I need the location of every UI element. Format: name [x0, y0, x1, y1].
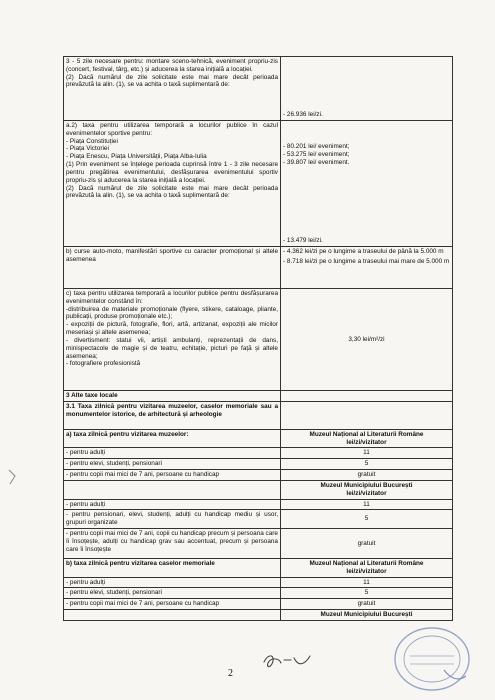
table-cell-left: [64, 57, 281, 121]
cell-text: - pentru copii mai mici de 7 ani, copii cu handicap precum și persoana care îi însoțește, adulți cu handicap grav sau accentuat, precum și persoana care îi însoțește: [66, 529, 278, 553]
cell-value: gratuit: [357, 539, 376, 547]
table-cell-left: [64, 121, 281, 247]
table-row: [64, 599, 453, 610]
cell-value: 11: [363, 500, 370, 508]
table-cell-right: [281, 470, 453, 481]
cell-text: 3 - 5 zile necesare pentru: montare sceno-tehnică, eveniment propriu-zis (concert, festival, târg, etc.) și aducerea la starea inițială a locației.: [66, 58, 278, 73]
cell-value: - 39.807 lei/ eveniment.: [283, 158, 350, 166]
table-cell-right: [281, 588, 453, 599]
cell-value: - 53.275 lei/ eveniment;: [283, 150, 350, 158]
cell-text: - pentru adulți: [66, 578, 106, 586]
table-row: [64, 429, 453, 448]
cell-text: (2) Dacă numărul de zile solicitate este mai mare decât perioada prevăzută la alin. (1), se va achita o taxă suplimentară de:: [66, 184, 278, 200]
cell-text: - pentru copii mai mici de 7 ani, persoane cu handicap: [66, 600, 220, 608]
cell-value: 5: [364, 460, 369, 468]
table-cell-left: [64, 588, 281, 599]
table-cell-right: [281, 577, 453, 588]
table-cell-left: [64, 391, 281, 402]
table-row: [64, 499, 453, 510]
cell-value: 3,30 lei/m²/zi: [348, 335, 385, 343]
table-row: [64, 588, 453, 599]
cell-text: (1) Prin eveniment se înțelege perioada cuprinsă între 1 - 3 zile necesare pentru pregătirea evenimentului, desfășurarea evenimentului sportiv propriu-zis și aducerea la starea inițială a locației.: [66, 161, 278, 184]
page-number: 2: [228, 668, 233, 679]
table-cell-right: [281, 401, 453, 429]
margin-mark: [7, 468, 17, 486]
table-cell-left: [64, 401, 281, 429]
table-cell-left: [64, 289, 281, 391]
cell-text: b) taxa zilnică pentru vizitarea caselor memoriale: [66, 559, 215, 567]
table-cell-right: [281, 558, 453, 577]
museum-name: Muzeul Național al Literaturii Române: [309, 559, 424, 567]
table-cell-right: [281, 510, 453, 529]
table-cell-left: [64, 470, 281, 481]
unit-label: lei/zi/vizitator: [346, 489, 387, 497]
table-row: [64, 480, 453, 499]
cell-value: - 8.718 lei/zi pe o lungime a traseului mai mare de 5.000 m: [283, 257, 450, 265]
museum-name: Muzeul Național al Literaturii Române: [309, 430, 424, 438]
cell-text: b) curse auto-moto, manifestări sportive cu caracter promoțional și altele asemenea: [66, 248, 278, 263]
table-cell-right: [281, 499, 453, 510]
cell-text: - pentru elevi, studenți, pensionari: [66, 589, 162, 597]
table-row: [64, 470, 453, 481]
cell-value: 11: [363, 578, 370, 586]
table-row: [64, 448, 453, 459]
cell-text: c) taxa pentru utilizarea temporară a locurilor publice pentru desfășurarea evenimentelor constând în:: [66, 290, 278, 305]
cell-text: - expoziții de pictură, fotografie, flori, artă, artizanat, expoziții ale micilor meseriași și altele asemenea;: [66, 321, 278, 337]
table-row: [64, 57, 453, 121]
official-stamp: [392, 626, 472, 692]
cell-text: - pentru copii mai mici de 7 ani, persoane cu handicap: [66, 471, 220, 479]
table-cell-left: [64, 480, 281, 499]
cell-value: - 4.362 lei/zi pe o lungime a traseului de până la 5.000 m: [283, 248, 444, 255]
table-cell-left: [64, 499, 281, 510]
table-row: [64, 610, 453, 621]
cell-value: - 80.201 lei/ eveniment;: [283, 143, 350, 150]
cell-text: (2) Dacă numărul de zile solicitate este mai mare decât perioada prevăzută la alin. (1), se va achita o taxă suplimentară de:: [66, 73, 278, 89]
table-cell-right: [281, 121, 453, 247]
table-cell-right: [281, 429, 453, 448]
cell-text: - divertisment: statui vii, artiști ambulanți, reprezentații de dans, minispectacole de magie și de teatru, echitație, picturi pe față și altele asemenea;: [66, 336, 278, 360]
cell-value: - 13.479 lei/zi.: [283, 237, 323, 245]
table-row: [64, 510, 453, 529]
table-cell-left: [64, 599, 281, 610]
cell-value: 11: [363, 449, 370, 457]
table-cell-left: [64, 577, 281, 588]
table-cell-right: [281, 247, 453, 289]
cell-text: - fotografiere profesionistă: [66, 360, 141, 368]
tax-table: [63, 56, 453, 621]
cell-text: - pentru adulți: [66, 449, 106, 457]
section-heading: 3 Alte taxe locale: [66, 392, 118, 399]
cell-text: - Piața Victoriei: [66, 145, 109, 153]
table-cell-right: [281, 289, 453, 391]
table-row: [64, 391, 453, 402]
cell-value: 5: [364, 515, 369, 523]
table-row: [64, 289, 453, 391]
table-row: [64, 401, 453, 429]
unit-label: lei/zi/vizitator: [346, 567, 387, 575]
cell-text: - pentru adulți: [66, 500, 106, 508]
table-cell-left: [64, 247, 281, 289]
table-cell-right: [281, 391, 453, 402]
cell-text: - pentru elevi, studenți, pensionari: [66, 460, 162, 468]
cell-text: -distribuirea de materiale promoționale (flyere, stikere, cataloage, pliante, publicații, produse promoționale etc.);: [66, 305, 278, 321]
table-cell-right: [281, 459, 453, 470]
table-cell-right: [281, 528, 453, 558]
table-cell-left: [64, 510, 281, 529]
table-cell-right: [281, 480, 453, 499]
signature: [260, 648, 320, 674]
table-row: [64, 577, 453, 588]
table-cell-right: [281, 448, 453, 459]
table-row: [64, 121, 453, 247]
museum-name: Muzeul Municipiului București: [320, 611, 413, 618]
cell-value: 5: [364, 589, 369, 597]
cell-text: - Piața Constituției: [66, 137, 118, 145]
table-cell-left: [64, 528, 281, 558]
table-row: [64, 558, 453, 577]
table-row: [64, 247, 453, 289]
table-cell-left: [64, 448, 281, 459]
cell-text: - Piața Enescu, Piața Universității, Piața Alba-Iulia: [66, 153, 207, 161]
table-cell-left: [64, 558, 281, 577]
cell-text: - pentru pensionari, elevi, studenți, adulți cu handicap mediu și usor, grupuri organizate: [66, 511, 278, 527]
table-cell-right: [281, 57, 453, 121]
table-cell-left: [64, 429, 281, 448]
cell-value: - 26.936 lei/zi.: [283, 111, 323, 119]
cell-value: gratuit: [357, 600, 376, 608]
unit-label: lei/zi/vizitator: [346, 438, 387, 446]
cell-text: a) taxa zilnică pentru vizitarea muzeelor:: [66, 430, 189, 438]
table-cell-left: [64, 610, 281, 621]
table-cell-right: [281, 610, 453, 621]
museum-name: Muzeul Municipiului București: [320, 481, 413, 489]
cell-text: a.2) taxa pentru utilizarea temporară a locurilor publice în cazul evenimentelor sportive pentru:: [66, 122, 278, 137]
table-cell-left: [64, 459, 281, 470]
table-row: [64, 459, 453, 470]
table-row: [64, 528, 453, 558]
cell-value: gratuit: [357, 471, 376, 479]
section-heading: 3.1 Taxa zilnică pentru vizitarea muzeelor, caselor memoriale sau a monumentelor istorice, de arhitectură și arheologie: [66, 402, 278, 418]
table-cell-right: [281, 599, 453, 610]
